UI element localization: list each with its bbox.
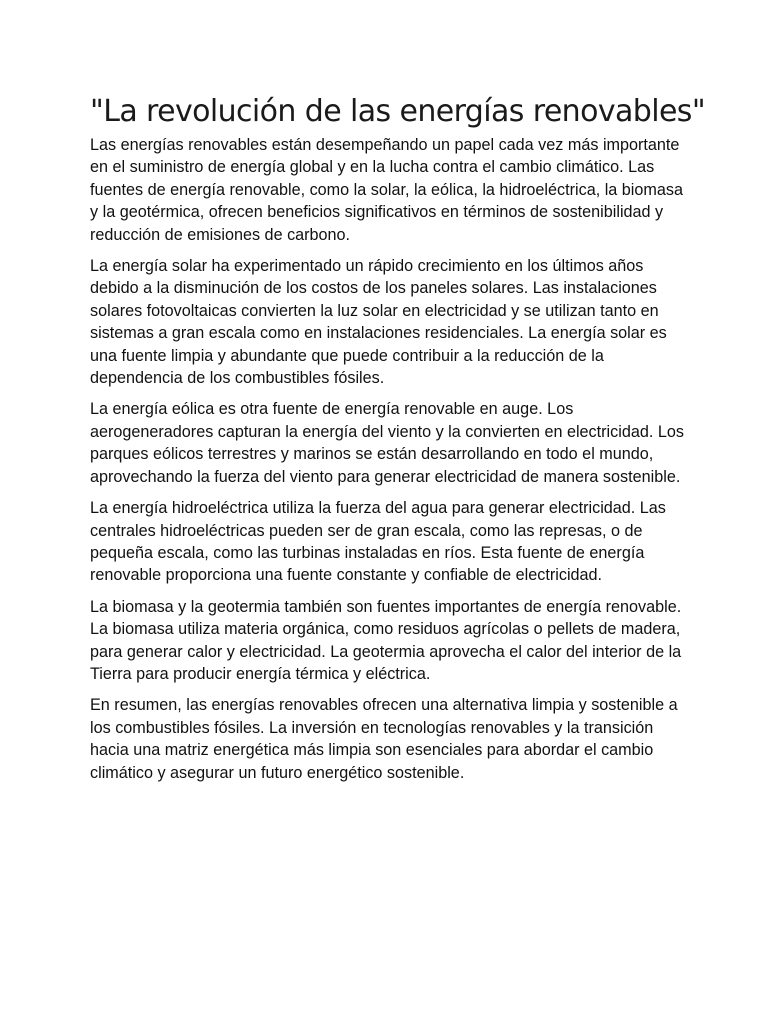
paragraph-hydro: La energía hidroeléctrica utiliza la fuerza del agua para generar electricidad. Las centrales hidroeléctricas pueden ser de gran escala, como las represas, o de pequeña escala, como las turbinas instaladas en ríos. Esta fuente de energía renovable proporciona una fuente constante y confiable de electricidad. <box>90 499 666 585</box>
paragraph-biomass-geothermal: La biomasa y la geotermia también son fuentes importantes de energía renovable. La biomasa utiliza materia orgánica, como residuos agrícolas o pellets de madera, para generar calor y electricidad. La geotermia aprovecha el calor del interior de la Tierra para producir energía térmica y eléctrica. <box>90 597 682 683</box>
paragraph-wind: La energía eólica es otra fuente de energía renovable en auge. Los aerogeneradores capturan la energía del viento y la convierten en electricidad. Los parques eólicos terrestres y marinos se están desarrollando en todo el mundo, aprovechando la fuerza del viento para generar electricidad de manera sostenible. <box>90 400 684 486</box>
document-page <box>90 92 706 793</box>
paragraph-solar: La energía solar ha experimentado un rápido crecimiento en los últimos años debido a la disminución de los costos de los paneles solares. Las instalaciones solares fotovoltaicas convierten la luz solar en electricidad y se utilizan tanto en sistemas a gran escala como en instalaciones residenciales. La energía solar es una fuente limpia y abundante que puede contribuir a la reducción de la dependencia de los combustibles fósiles. <box>90 257 667 388</box>
paragraph-intro: Las energías renovables están desempeñando un papel cada vez más importante en el suministro de energía global y en la lucha contra el cambio climático. Las fuentes de energía renovable, como la solar, la eólica, la hidroeléctrica, la biomasa y la geotérmica, ofrecen beneficios significativos en términos de sostenibilidad y reducción de emisiones de carbono. <box>90 136 683 244</box>
paragraph-summary: En resumen, las energías renovables ofrecen una alternativa limpia y sostenible a los combustibles fósiles. La inversión en tecnologías renovables y la transición hacia una matriz energética más limpia son esenciales para abordar el cambio climático y asegurar un futuro energético sostenible. <box>90 696 678 782</box>
document-title: "La revolución de las energías renovables" <box>90 94 706 129</box>
